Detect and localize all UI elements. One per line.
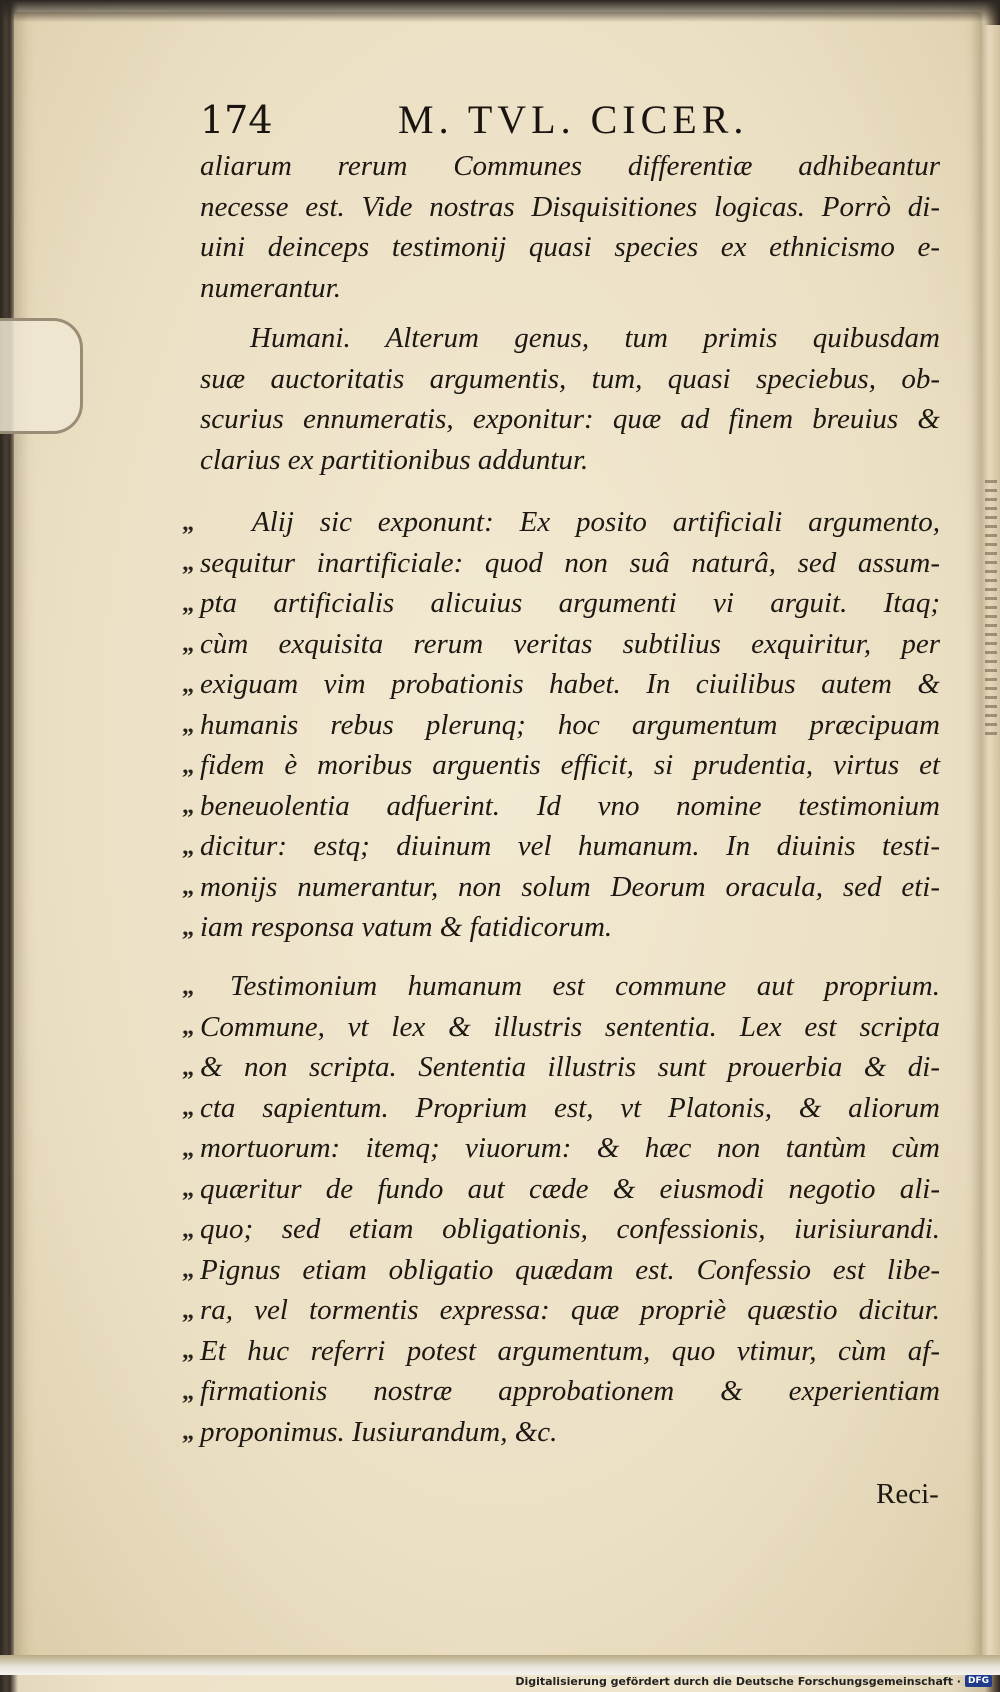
text-line: Testimonium humanum est commune aut proprium.	[230, 970, 940, 1002]
page-clip	[0, 318, 83, 434]
text-line: proponimus. Iusiurandum, &c.	[200, 1415, 558, 1448]
paragraph-4	[200, 966, 940, 1452]
quote-mark: „	[182, 672, 194, 698]
text-line: fidem è moribus arguentis efficit, si prudentia, virtus et	[200, 749, 940, 781]
text-line: Alij sic exponunt: Ex posito artificiali argumento,	[252, 506, 940, 538]
quote-mark: „	[182, 1338, 194, 1364]
text-line: quæritur de fundo aut cæde & eiusmodi negotio ali-	[200, 1172, 940, 1205]
page-header	[200, 96, 940, 146]
footer-credit	[515, 1672, 992, 1690]
quote-mark: „	[182, 974, 194, 1000]
quote-mark: „	[182, 1055, 194, 1081]
text-line: mortuorum: itemq; viuorum: & hæc non tantùm cùm	[200, 1132, 940, 1164]
text-line: uini deinceps testimonij quasi species ex ethnicismo e-	[200, 231, 940, 263]
text-line: necesse est. Vide nostras Disquisitiones logicas. Porrò di-	[200, 190, 940, 223]
page-number: 174	[200, 98, 273, 142]
quote-mark: „	[182, 834, 194, 860]
quote-mark: „	[182, 591, 194, 617]
quote-mark: „	[182, 1095, 194, 1121]
dfg-logo: DFG	[965, 1675, 992, 1687]
quote-mark: „	[182, 1419, 194, 1445]
text-line: Pignus etiam obligatio quædam est. Confessio est libe-	[200, 1253, 940, 1286]
paragraph-2	[200, 318, 940, 480]
quote-mark: „	[182, 510, 194, 536]
text-line: cùm exquisita rerum veritas subtilius exquiritur, per	[200, 627, 940, 660]
quote-mark: „	[182, 550, 194, 576]
running-title: M. TVL. CICER.	[398, 97, 749, 142]
text-line: iam responsa vatum & fatidicorum.	[200, 911, 613, 943]
quote-mark: „	[182, 915, 194, 941]
quote-mark: „	[182, 1379, 194, 1405]
text-line: suæ auctoritatis argumentis, tum, quasi speciebus, ob-	[200, 362, 940, 395]
facing-page-ornament	[985, 480, 997, 740]
catchword: Reci-	[876, 1478, 939, 1510]
quote-mark: „	[182, 1298, 194, 1324]
text-line: Commune, vt lex & illustris sententia. Lex est scripta	[200, 1010, 940, 1043]
text-line: sequitur inartificiale: quod non suâ naturâ, sed assum-	[200, 546, 940, 579]
text-line: beneuolentia adfuerint. Id vno nomine testimonium	[200, 789, 940, 822]
quote-mark: „	[182, 631, 194, 657]
facing-page-edge	[982, 25, 1000, 1665]
quote-mark: „	[182, 712, 194, 738]
top-shadow	[0, 0, 1000, 22]
quote-mark: „	[182, 1257, 194, 1283]
text-line: pta artificialis alicuius argumenti vi arguit. Itaq;	[200, 587, 940, 619]
text-line: exiguam vim probationis habet. In ciuilibus autem &	[200, 668, 940, 700]
text-line: scurius ennumeratis, exponitur: quæ ad finem breuius &	[200, 403, 940, 435]
paragraph-1	[200, 146, 940, 308]
text-line: Et huc referri potest argumentum, quo vtimur, cùm af-	[200, 1334, 940, 1367]
text-line: quo; sed etiam obligationis, confessionis, iurisiurandi.	[200, 1213, 940, 1245]
text-line: firmationis nostræ approbationem & experientiam	[200, 1375, 940, 1407]
text-line: numerantur.	[200, 271, 341, 304]
quote-mark: „	[182, 753, 194, 779]
quote-mark: „	[182, 1217, 194, 1243]
text-line: aliarum rerum Communes differentiæ adhibeantur	[200, 150, 940, 182]
text-line: humanis rebus plerunq; hoc argumentum præcipuam	[200, 708, 940, 741]
text-line: & non scripta. Sententia illustris sunt prouerbia & di-	[200, 1051, 940, 1083]
text-line: monijs numerantur, non solum Deorum oracula, sed eti-	[200, 870, 940, 903]
credit-text: Digitalisierung gefördert durch die Deutsche Forschungsgemeinschaft ·	[515, 1674, 961, 1688]
text-line: clarius ex partitionibus adduntur.	[200, 443, 589, 476]
text-line: ra, vel tormentis expressa: quæ propriè quæstio dicitur.	[200, 1294, 940, 1326]
quote-mark: „	[182, 1014, 194, 1040]
quote-mark: „	[182, 874, 194, 900]
text-line: Humani. Alterum genus, tum primis quibusdam	[250, 322, 940, 354]
text-line: cta sapientum. Proprium est, vt Platonis, & aliorum	[200, 1091, 940, 1124]
quote-mark: „	[182, 793, 194, 819]
quote-mark: „	[182, 1176, 194, 1202]
quote-mark: „	[182, 1136, 194, 1162]
paragraph-3	[200, 502, 940, 948]
text-line: dicitur: estq; diuinum vel humanum. In diuinis testi-	[200, 830, 940, 862]
